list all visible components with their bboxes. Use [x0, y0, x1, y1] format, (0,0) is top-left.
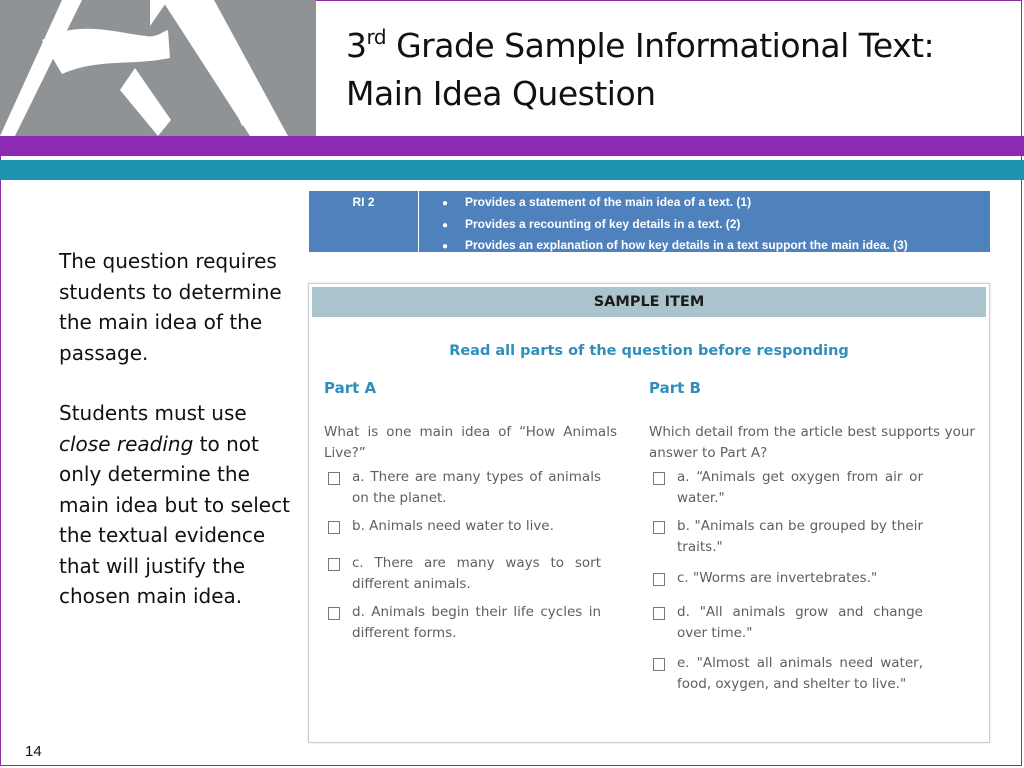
bullet-icon: ●: [441, 219, 449, 231]
option-text: c. "Worms are invertebrates.": [677, 570, 878, 586]
bullet-icon: ●: [441, 241, 449, 252]
title-superscript: rd: [366, 25, 387, 49]
part-a-question: What is one main idea of “How Animals Live?”: [324, 424, 617, 461]
option-text: c. There are many ways to sort different animals.: [352, 555, 601, 592]
instruction-text: Read all parts of the question before responding: [449, 343, 849, 359]
sample-item-card: [308, 283, 990, 743]
logo: [0, 0, 316, 136]
title-line-1: [346, 22, 934, 70]
checkbox[interactable]: [653, 658, 665, 671]
explanation-paragraph-1: The question requires students to determine the main idea of the passage.: [59, 249, 282, 365]
page-title: [346, 22, 934, 118]
standards-table: [309, 191, 990, 252]
option-text: b. "Animals can be grouped by their traits.": [677, 518, 923, 555]
option-text: a. “Animals get oxygen from air or water.": [677, 469, 923, 506]
title-line-2: Main Idea Question: [346, 74, 656, 113]
standard-code: RI 2: [309, 191, 419, 252]
page-number: 14: [25, 743, 42, 760]
standard-criterion-text: Provides an explanation of how key details in a text support the main idea. (3): [465, 238, 908, 252]
checkbox[interactable]: [653, 573, 665, 586]
checkbox[interactable]: [653, 521, 665, 534]
explanation-text: [59, 246, 291, 612]
logo-a-icon: [0, 0, 316, 136]
checkbox[interactable]: [653, 472, 665, 485]
option-text: a. There are many types of animals on the planet.: [352, 469, 601, 506]
standard-criterion-text: Provides a statement of the main idea of a text. (1): [465, 195, 752, 209]
title-grade-number: 3: [346, 26, 367, 65]
standard-criterion: [425, 216, 908, 238]
option-text: d. "All animals grow and change over time.": [677, 604, 923, 641]
standard-criterion: [425, 194, 908, 216]
sample-item-header: SAMPLE ITEM: [312, 287, 986, 317]
option-text: b. Animals need water to live.: [352, 518, 554, 534]
explanation-text-part: to not only determine the main idea but to select the textual evidence that will justify the chosen main idea.: [59, 431, 290, 608]
standard-criterion-text: Provides a recounting of key details in a text. (2): [465, 216, 741, 231]
checkbox[interactable]: [328, 472, 340, 485]
part-b-title: Part B: [649, 379, 701, 397]
explanation-paragraph-2: [59, 398, 291, 612]
part-b-question: Which detail from the article best supports your answer to Part A?: [649, 424, 975, 461]
checkbox[interactable]: [328, 558, 340, 571]
explanation-text-part: Students must use: [59, 401, 247, 425]
checkbox[interactable]: [328, 607, 340, 620]
checkbox[interactable]: [328, 521, 340, 534]
bullet-icon: ●: [441, 198, 449, 209]
title-text: Grade Sample Informational Text:: [396, 26, 935, 65]
standard-criteria-list: [425, 194, 908, 259]
part-a-title: Part A: [324, 379, 377, 397]
option-text: d. Animals begin their life cycles in different forms.: [352, 604, 601, 641]
teal-divider: [0, 160, 1024, 180]
checkbox[interactable]: [653, 607, 665, 620]
standard-criterion: [425, 237, 908, 259]
purple-divider: [0, 136, 1024, 156]
option-text: e. "Almost all animals need water, food, oxygen, and shelter to live.": [677, 655, 923, 692]
emphasis-close-reading: close reading: [59, 431, 194, 456]
